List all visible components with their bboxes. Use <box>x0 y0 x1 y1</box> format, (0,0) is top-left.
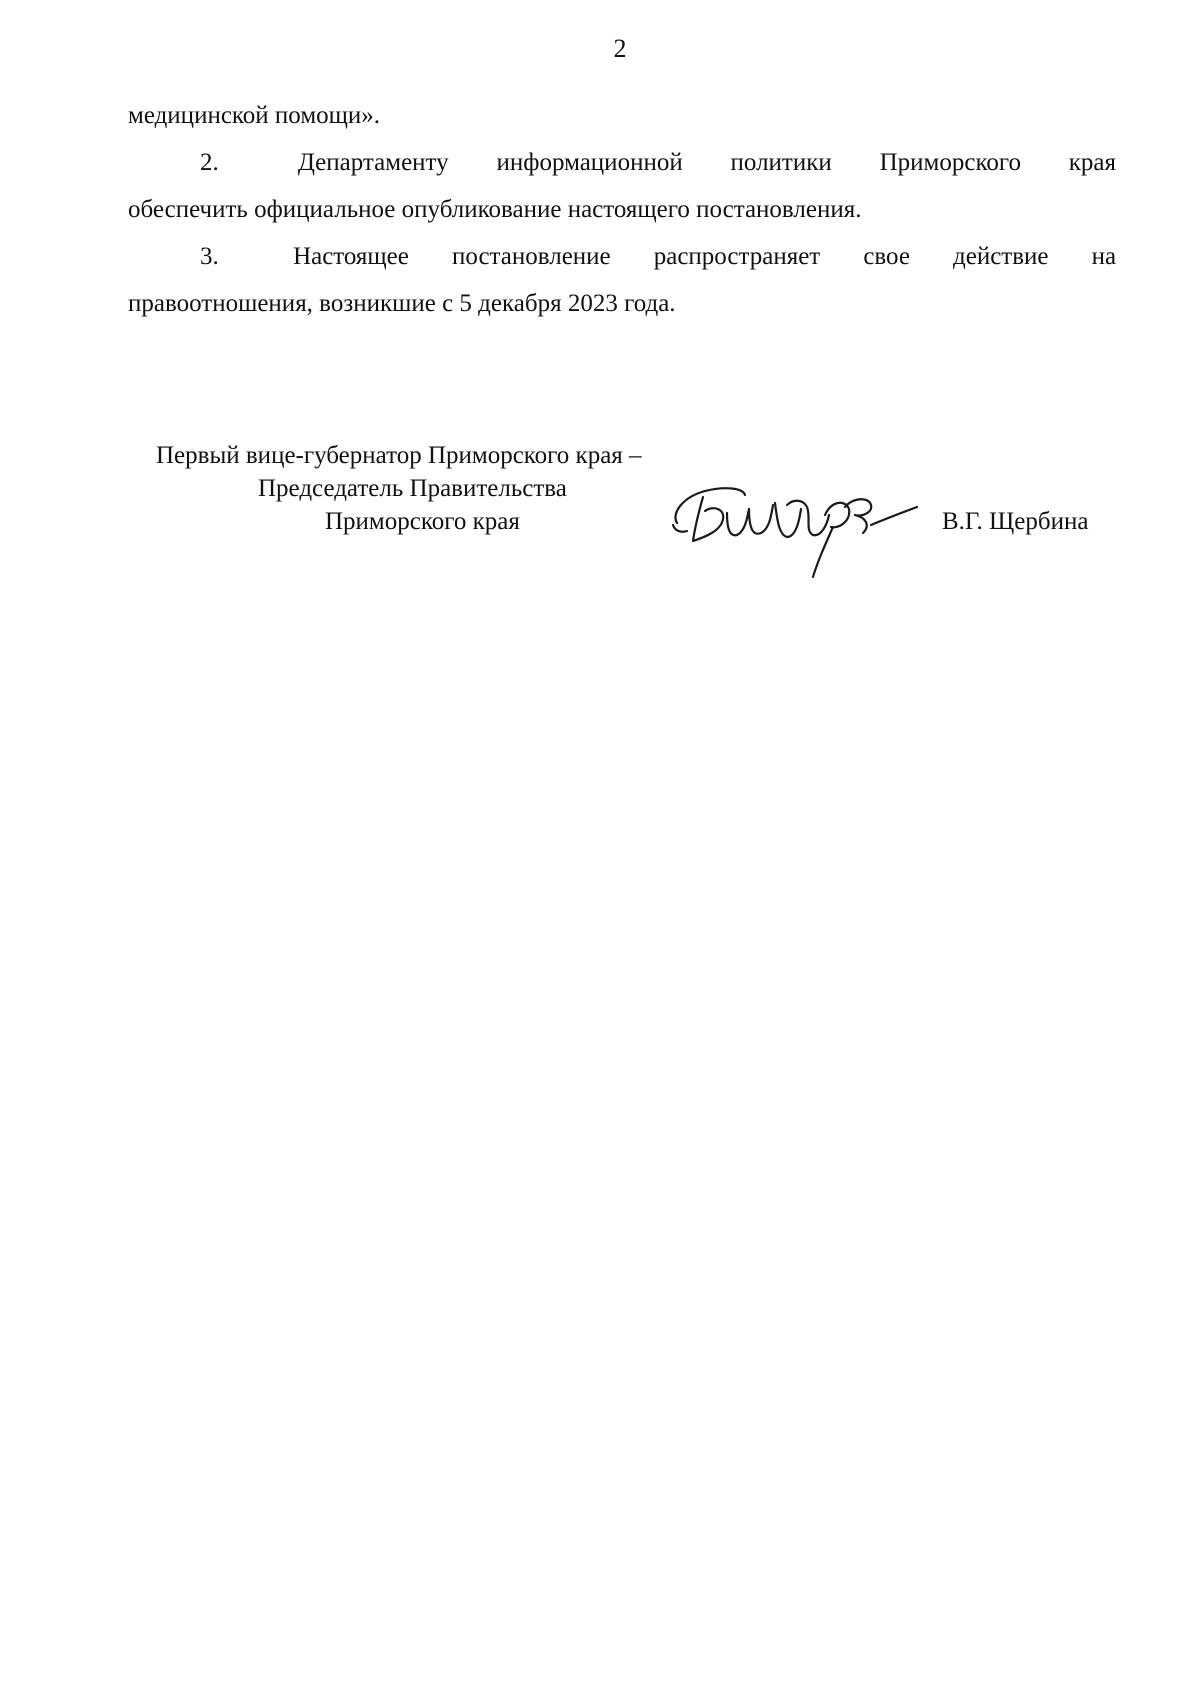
paragraph-2-word: информационной <box>496 149 683 176</box>
paragraph-3-word: свое <box>863 243 910 270</box>
paragraph-3-line-1 <box>128 233 1116 280</box>
page-number: 2 <box>613 34 627 63</box>
paragraph-2-line-2: обеспечить официальное опубликование настоящего постановления. <box>128 196 862 223</box>
paragraph-3-word: на <box>1091 243 1117 270</box>
paragraph-3-word: постановление <box>451 243 611 270</box>
signatory-title-line-1: Первый вице-губернатор Приморского края – <box>156 442 642 469</box>
paragraph-3-word: действие <box>953 243 1049 270</box>
paragraph-2-line-1 <box>128 139 1116 186</box>
document-body <box>128 92 1116 327</box>
paragraph-2-number: 2. <box>200 149 219 176</box>
handwritten-signature <box>665 475 925 585</box>
paragraph-3-number: 3. <box>200 243 219 270</box>
signature-block <box>0 440 1200 570</box>
signatory-title-line-3: Приморского края <box>325 508 520 535</box>
paragraph-2-word: края <box>1068 149 1117 176</box>
paragraph-2-word: политики <box>730 149 832 176</box>
paragraph-2-word: Департаменту <box>297 149 449 176</box>
paragraph-2-word: Приморского <box>879 149 1021 176</box>
paragraph-3-word: распространяет <box>653 243 821 270</box>
paragraph-3-word: Настоящее <box>293 243 409 270</box>
signatory-title-line-2: Председатель Правительства <box>258 475 567 502</box>
paragraph-3-line-2: правоотношения, возникшие с 5 декабря 2023 года. <box>128 290 676 317</box>
paragraph-1-line-1: медицинской помощи». <box>128 102 381 129</box>
signatory-name: В.Г. Щербина <box>942 508 1089 535</box>
